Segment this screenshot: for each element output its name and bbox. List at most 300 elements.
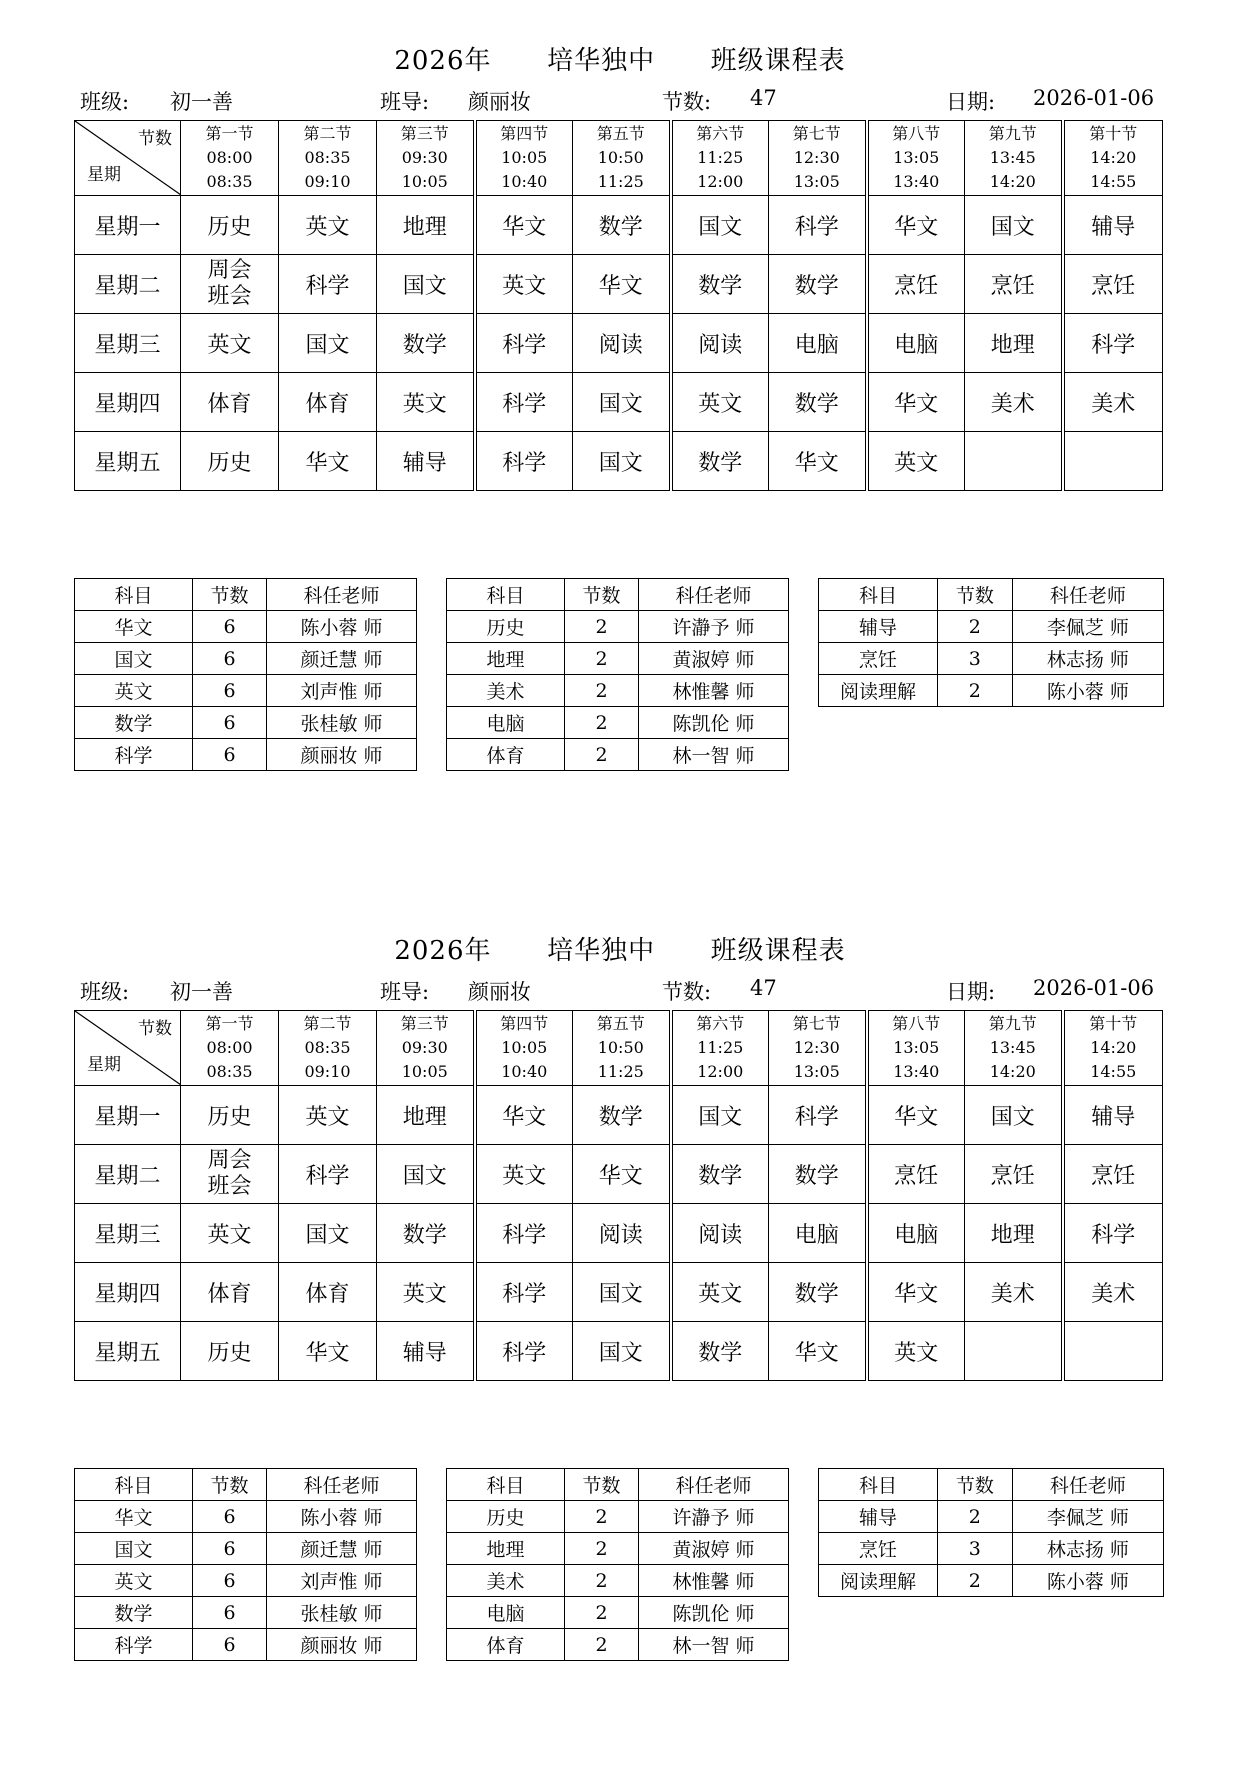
period-end: 10:40	[501, 1062, 548, 1081]
count-cell: 2	[565, 1533, 639, 1565]
period-header	[475, 121, 573, 196]
period-header	[1063, 1011, 1163, 1086]
subject-cell: 烹饪	[819, 1533, 938, 1565]
subject-cell: 辅导	[1063, 1086, 1163, 1145]
teacher-name-cell: 陈小蓉 师	[267, 1501, 417, 1533]
subject-cell: 历史	[181, 196, 279, 255]
day-label: 星期一	[75, 196, 181, 255]
teacher-row	[447, 1501, 789, 1533]
period-name: 第五节	[596, 124, 645, 143]
period-end: 10:05	[401, 172, 448, 191]
count-cell: 6	[193, 1565, 267, 1597]
day-label: 星期五	[75, 1322, 181, 1381]
teacher-table-3	[818, 1468, 1164, 1597]
subject-cell: 美术	[965, 373, 1063, 432]
count-value: 47	[750, 86, 777, 110]
teacher-table-2	[446, 578, 789, 771]
teacher-header-cell: 科目	[819, 1469, 938, 1501]
teacher-name-cell: 颜丽妆 师	[267, 739, 417, 771]
subject-cell: 英文	[671, 1263, 769, 1322]
period-name: 第二节	[303, 124, 352, 143]
period-header	[965, 1011, 1063, 1086]
period-end: 08:35	[206, 1062, 253, 1081]
subject-cell: 国文	[377, 255, 475, 314]
count-cell: 3	[938, 643, 1013, 675]
period-start: 10:50	[597, 1038, 644, 1057]
subject-cell	[1063, 432, 1163, 491]
subject-cell: 数学	[769, 1263, 867, 1322]
period-name: 第三节	[400, 1014, 449, 1033]
count-cell: 6	[193, 707, 267, 739]
teacher-row	[75, 1533, 417, 1565]
subject-cell: 科学	[1063, 314, 1163, 373]
count-cell: 2	[938, 1565, 1013, 1597]
subject-cell: 国文	[573, 1263, 671, 1322]
subject-cell: 数学	[75, 707, 193, 739]
teacher-name-cell: 林志扬 师	[1012, 643, 1163, 675]
period-name: 第四节	[500, 1014, 549, 1033]
subject-cell: 数学	[377, 1204, 475, 1263]
count-cell: 6	[193, 1629, 267, 1661]
teacher-header-cell: 科任老师	[1012, 1469, 1163, 1501]
subject-cell: 华文	[867, 1263, 965, 1322]
date-label: 日期:	[946, 90, 996, 114]
subject-cell: 美术	[1063, 373, 1163, 432]
period-name: 第一节	[205, 124, 254, 143]
subject-cell: 数学	[671, 432, 769, 491]
count-cell: 2	[565, 643, 639, 675]
subject-cell: 国文	[671, 196, 769, 255]
teacher-row	[447, 1597, 789, 1629]
teacher-name-cell: 黄淑婷 师	[639, 1533, 789, 1565]
teacher-name-cell: 林一智 师	[639, 739, 789, 771]
count-cell: 6	[193, 1533, 267, 1565]
subject-cell: 电脑	[769, 1204, 867, 1263]
teacher-row	[447, 1533, 789, 1565]
teacher-name-cell: 许瀞予 师	[639, 1501, 789, 1533]
day-row	[75, 373, 1163, 432]
day-label: 星期五	[75, 432, 181, 491]
subject-cell: 体育	[447, 1629, 565, 1661]
period-start: 13:45	[989, 148, 1036, 167]
period-end: 10:05	[401, 1062, 448, 1081]
subject-cell: 国文	[573, 432, 671, 491]
subject-cell: 美术	[1063, 1263, 1163, 1322]
period-start: 08:00	[206, 148, 253, 167]
page-title: 2026年 培华独中 班级课程表	[394, 46, 846, 76]
subject-cell: 科学	[475, 1263, 573, 1322]
teacher-name-cell: 陈小蓉 师	[1012, 675, 1163, 707]
subject-cell: 烹饪	[819, 643, 938, 675]
subject-cell: 地理	[377, 196, 475, 255]
teacher-row	[819, 643, 1164, 675]
count-cell: 2	[565, 675, 639, 707]
period-end: 10:40	[501, 172, 548, 191]
teacher-name-cell: 李佩芝 师	[1012, 1501, 1163, 1533]
subject-cell: 英文	[279, 1086, 377, 1145]
period-header	[867, 121, 965, 196]
subject-cell: 科学	[279, 1145, 377, 1204]
day-label: 星期四	[75, 1263, 181, 1322]
class-label: 班级:	[80, 980, 130, 1004]
date-value: 2026-01-06	[1033, 86, 1155, 110]
subject-cell: 阅读	[573, 1204, 671, 1263]
teacher-header-cell: 节数	[938, 579, 1013, 611]
subject-cell: 国文	[377, 1145, 475, 1204]
day-row	[75, 255, 1163, 314]
period-end: 14:55	[1090, 1062, 1137, 1081]
subject-cell: 英文	[867, 1322, 965, 1381]
period-start: 13:05	[893, 148, 940, 167]
subject-cell: 国文	[965, 196, 1063, 255]
subject-cell: 数学	[75, 1597, 193, 1629]
teacher-header-row	[75, 579, 417, 611]
subject-cell: 烹饪	[965, 1145, 1063, 1204]
day-label: 星期三	[75, 1204, 181, 1263]
page-title: 2026年 培华独中 班级课程表	[394, 936, 846, 966]
teacher-row	[75, 611, 417, 643]
teacher-name-cell: 刘声惟 师	[267, 1565, 417, 1597]
period-header	[377, 121, 475, 196]
teacher-header-cell: 节数	[938, 1469, 1013, 1501]
subject-cell: 国文	[671, 1086, 769, 1145]
subject-cell: 华文	[279, 1322, 377, 1381]
teacher-header-row	[447, 579, 789, 611]
period-end: 13:05	[793, 172, 840, 191]
subject-cell: 地理	[447, 1533, 565, 1565]
subject-cell: 华文	[573, 255, 671, 314]
teacher-name-cell: 颜丽妆 师	[267, 1629, 417, 1661]
subject-cell: 烹饪	[965, 255, 1063, 314]
count-cell: 6	[193, 643, 267, 675]
subject-cell: 科学	[769, 1086, 867, 1145]
header-row	[75, 121, 1163, 196]
teacher-name-cell: 陈凯伦 师	[639, 707, 789, 739]
subject-cell: 电脑	[447, 707, 565, 739]
date-label: 日期:	[946, 980, 996, 1004]
schedule-table	[74, 120, 1163, 491]
day-label: 星期一	[75, 1086, 181, 1145]
teacher-header-cell: 节数	[565, 579, 639, 611]
period-start: 10:05	[501, 148, 548, 167]
subject-cell: 国文	[75, 1533, 193, 1565]
class-value: 初一善	[170, 980, 233, 1004]
teacher-row	[75, 1565, 417, 1597]
count-cell: 2	[938, 1501, 1013, 1533]
day-row	[75, 432, 1163, 491]
period-header	[279, 1011, 377, 1086]
teacher-header-cell: 科任老师	[639, 579, 789, 611]
teacher-row	[447, 675, 789, 707]
teacher-row	[75, 1629, 417, 1661]
teacher-header-row	[819, 1469, 1164, 1501]
subject-cell: 美术	[447, 1565, 565, 1597]
subject-cell: 华文	[867, 1086, 965, 1145]
teacher-name-cell: 陈小蓉 师	[267, 611, 417, 643]
period-end: 13:05	[793, 1062, 840, 1081]
teacher-header-cell: 科任老师	[639, 1469, 789, 1501]
count-label: 节数:	[662, 980, 712, 1004]
subject-cell: 数学	[671, 255, 769, 314]
subject-cell: 国文	[279, 314, 377, 373]
header-row	[75, 1011, 1163, 1086]
subject-cell: 科学	[769, 196, 867, 255]
count-cell: 2	[565, 739, 639, 771]
class-label: 班级:	[80, 90, 130, 114]
teacher-row	[75, 643, 417, 675]
subject-cell: 周会 班会	[181, 255, 279, 314]
subject-cell: 体育	[181, 373, 279, 432]
subject-cell: 科学	[475, 1204, 573, 1263]
subject-cell: 华文	[475, 1086, 573, 1145]
timetable-sheet-1	[0, 0, 1240, 880]
period-name: 第八节	[892, 1014, 941, 1033]
count-cell: 6	[193, 1597, 267, 1629]
day-label: 星期四	[75, 373, 181, 432]
teacher-name-cell: 林惟馨 师	[639, 675, 789, 707]
subject-cell: 电脑	[769, 314, 867, 373]
subject-cell: 华文	[475, 196, 573, 255]
count-cell: 2	[565, 1565, 639, 1597]
day-row	[75, 314, 1163, 373]
subject-cell: 阅读理解	[819, 675, 938, 707]
subject-cell: 科学	[279, 255, 377, 314]
teacher-header-cell: 科任老师	[267, 579, 417, 611]
teacher-header-cell: 科目	[447, 1469, 565, 1501]
count-cell: 2	[565, 1597, 639, 1629]
teacher-name-cell: 林一智 师	[639, 1629, 789, 1661]
teacher-header-cell: 节数	[193, 1469, 267, 1501]
subject-cell: 科学	[75, 1629, 193, 1661]
teacher-row	[447, 611, 789, 643]
subject-cell	[1063, 1322, 1163, 1381]
subject-cell: 电脑	[867, 1204, 965, 1263]
subject-cell: 地理	[965, 314, 1063, 373]
date-value: 2026-01-06	[1033, 976, 1155, 1000]
teacher-row	[75, 707, 417, 739]
subject-cell: 地理	[447, 643, 565, 675]
subject-cell: 华文	[75, 1501, 193, 1533]
period-start: 09:30	[401, 148, 448, 167]
teacher-row	[75, 675, 417, 707]
count-cell: 6	[193, 1501, 267, 1533]
period-end: 11:25	[597, 172, 644, 191]
day-row	[75, 1322, 1163, 1381]
period-header	[475, 1011, 573, 1086]
day-label: 星期二	[75, 255, 181, 314]
teacher-label: 班导:	[380, 980, 430, 1004]
subject-cell: 美术	[965, 1263, 1063, 1322]
subject-cell: 地理	[965, 1204, 1063, 1263]
count-label: 节数:	[662, 90, 712, 114]
period-header	[573, 121, 671, 196]
period-end: 08:35	[206, 172, 253, 191]
subject-cell: 科学	[475, 1322, 573, 1381]
teacher-name-cell: 林志扬 师	[1012, 1533, 1163, 1565]
period-start: 08:35	[304, 1038, 351, 1057]
subject-cell: 数学	[671, 1145, 769, 1204]
period-end: 13:40	[893, 172, 940, 191]
teacher-header-cell: 科目	[75, 579, 193, 611]
subject-cell: 烹饪	[867, 1145, 965, 1204]
subject-cell: 科学	[75, 739, 193, 771]
subject-cell: 阅读理解	[819, 1565, 938, 1597]
period-header	[769, 121, 867, 196]
period-name: 第九节	[988, 124, 1037, 143]
count-cell: 2	[938, 675, 1013, 707]
period-start: 11:25	[697, 148, 744, 167]
subject-cell: 辅导	[1063, 196, 1163, 255]
corner-cell	[75, 1011, 181, 1086]
count-cell: 6	[193, 675, 267, 707]
period-name: 第二节	[303, 1014, 352, 1033]
subject-cell: 数学	[573, 1086, 671, 1145]
subject-cell: 国文	[965, 1086, 1063, 1145]
day-row	[75, 196, 1163, 255]
subject-cell: 体育	[447, 739, 565, 771]
subject-cell: 烹饪	[1063, 1145, 1163, 1204]
period-start: 09:30	[401, 1038, 448, 1057]
teacher-row	[447, 739, 789, 771]
teacher-name-cell: 刘声惟 师	[267, 675, 417, 707]
corner-periods-label: 节数	[138, 129, 172, 149]
day-label: 星期二	[75, 1145, 181, 1204]
subject-cell: 阅读	[671, 1204, 769, 1263]
teacher-label: 班导:	[380, 90, 430, 114]
subject-cell: 国文	[279, 1204, 377, 1263]
day-row	[75, 1086, 1163, 1145]
teacher-row	[75, 739, 417, 771]
teacher-row	[819, 1565, 1164, 1597]
period-start: 14:20	[1090, 148, 1137, 167]
subject-cell: 阅读	[573, 314, 671, 373]
subject-cell: 科学	[1063, 1204, 1163, 1263]
teacher-header-row	[819, 579, 1164, 611]
teacher-value: 颜丽妆	[468, 980, 531, 1004]
teacher-header-cell: 科目	[447, 579, 565, 611]
subject-cell: 华文	[573, 1145, 671, 1204]
period-end: 14:20	[989, 172, 1036, 191]
teacher-header-row	[75, 1469, 417, 1501]
period-header	[377, 1011, 475, 1086]
period-header	[1063, 121, 1163, 196]
period-name: 第六节	[696, 124, 745, 143]
teacher-header-cell: 科任老师	[267, 1469, 417, 1501]
count-cell: 2	[565, 611, 639, 643]
period-name: 第四节	[500, 124, 549, 143]
subject-cell: 英文	[475, 255, 573, 314]
teacher-table-2	[446, 1468, 789, 1661]
period-end: 11:25	[597, 1062, 644, 1081]
subject-cell: 数学	[769, 373, 867, 432]
period-name: 第十节	[1089, 1014, 1138, 1033]
subject-cell: 数学	[769, 1145, 867, 1204]
subject-cell: 英文	[279, 196, 377, 255]
teacher-name-cell: 许瀞予 师	[639, 611, 789, 643]
schedule-table	[74, 1010, 1163, 1381]
subject-cell: 英文	[181, 1204, 279, 1263]
period-end: 14:20	[989, 1062, 1036, 1081]
corner-days-label: 星期	[87, 1055, 121, 1075]
period-header	[181, 121, 279, 196]
timetable-sheet-2	[0, 890, 1240, 1770]
teacher-row	[447, 643, 789, 675]
subject-cell: 华文	[279, 432, 377, 491]
subject-cell: 历史	[447, 1501, 565, 1533]
subject-cell: 数学	[377, 314, 475, 373]
period-name: 第九节	[988, 1014, 1037, 1033]
period-header	[181, 1011, 279, 1086]
period-end: 13:40	[893, 1062, 940, 1081]
subject-cell: 地理	[377, 1086, 475, 1145]
subject-cell: 英文	[75, 675, 193, 707]
teacher-row	[447, 1565, 789, 1597]
teacher-row	[447, 707, 789, 739]
subject-cell: 英文	[671, 373, 769, 432]
day-row	[75, 1145, 1163, 1204]
teacher-header-cell: 科任老师	[1012, 579, 1163, 611]
subject-cell: 数学	[573, 196, 671, 255]
subject-cell	[965, 1322, 1063, 1381]
subject-cell: 华文	[769, 432, 867, 491]
subject-cell: 国文	[573, 1322, 671, 1381]
period-header	[671, 121, 769, 196]
subject-cell: 英文	[867, 432, 965, 491]
subject-cell: 烹饪	[867, 255, 965, 314]
subject-cell: 历史	[181, 432, 279, 491]
teacher-row	[819, 675, 1164, 707]
subject-cell: 科学	[475, 373, 573, 432]
period-start: 13:45	[989, 1038, 1036, 1057]
subject-cell	[965, 432, 1063, 491]
period-name: 第八节	[892, 124, 941, 143]
teacher-row	[819, 1501, 1164, 1533]
period-header	[573, 1011, 671, 1086]
period-header	[671, 1011, 769, 1086]
subject-cell: 辅导	[819, 1501, 938, 1533]
subject-cell: 电脑	[867, 314, 965, 373]
period-end: 09:10	[304, 172, 351, 191]
period-name: 第十节	[1089, 124, 1138, 143]
subject-cell: 国文	[75, 643, 193, 675]
period-end: 12:00	[697, 172, 744, 191]
period-end: 12:00	[697, 1062, 744, 1081]
count-value: 47	[750, 976, 777, 1000]
teacher-name-cell: 林惟馨 师	[639, 1565, 789, 1597]
corner-periods-label: 节数	[138, 1019, 172, 1039]
subject-cell: 辅导	[377, 432, 475, 491]
period-start: 10:50	[597, 148, 644, 167]
period-header	[867, 1011, 965, 1086]
period-start: 12:30	[793, 1038, 840, 1057]
day-row	[75, 1204, 1163, 1263]
teacher-name-cell: 颜迁慧 师	[267, 1533, 417, 1565]
subject-cell: 历史	[181, 1086, 279, 1145]
class-value: 初一善	[170, 90, 233, 114]
teacher-header-cell: 节数	[193, 579, 267, 611]
subject-cell: 电脑	[447, 1597, 565, 1629]
subject-cell: 华文	[75, 611, 193, 643]
period-end: 09:10	[304, 1062, 351, 1081]
period-start: 10:05	[501, 1038, 548, 1057]
subject-cell: 体育	[181, 1263, 279, 1322]
subject-cell: 烹饪	[1063, 255, 1163, 314]
period-start: 14:20	[1090, 1038, 1137, 1057]
teacher-header-cell: 节数	[565, 1469, 639, 1501]
period-start: 08:00	[206, 1038, 253, 1057]
count-cell: 2	[938, 611, 1013, 643]
teacher-name-cell: 李佩芝 师	[1012, 611, 1163, 643]
